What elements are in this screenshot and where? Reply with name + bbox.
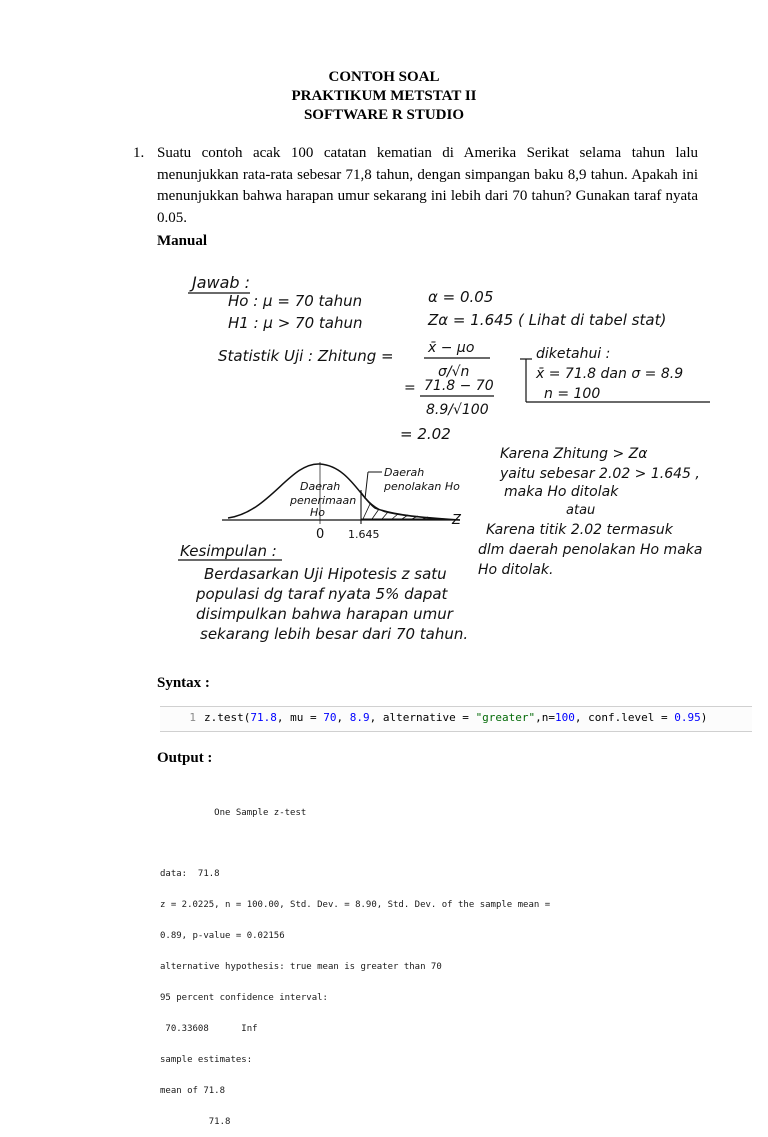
hw-curve-accept-3: Ho xyxy=(310,506,326,519)
hw-axis-zero: 0 xyxy=(316,527,325,542)
console-output xyxy=(160,787,550,1137)
hw-atau: atau xyxy=(566,503,596,518)
output-line: 71.8 xyxy=(160,1116,231,1127)
hw-karena-6: Ho ditolak. xyxy=(478,562,554,578)
hw-conclusion-3: disimpulkan bahwa harapan umur xyxy=(196,605,453,623)
hw-h0: Ho : μ = 70 tahun xyxy=(228,292,363,310)
hw-formula-den: σ/√n xyxy=(438,364,470,380)
handwritten-solution xyxy=(170,262,730,647)
hw-kesimpulan: Kesimpulan : xyxy=(180,542,277,560)
hw-karena-2: yaitu sebesar 2.02 > 1.645 , xyxy=(500,466,700,482)
hw-alpha: α = 0.05 xyxy=(428,288,494,306)
output-line: One Sample z-test xyxy=(160,807,307,818)
hw-step1-num: 71.8 − 70 xyxy=(424,378,494,394)
hw-diketahui: diketahui : xyxy=(536,346,611,362)
hw-karena-3: maka Ho ditolak xyxy=(504,484,619,500)
manual-heading: Manual xyxy=(157,233,208,249)
hw-curve-reject-1: Daerah xyxy=(384,466,425,479)
code-editor-strip xyxy=(160,706,752,732)
hw-stat-label: Statistik Uji : Zhitung = xyxy=(218,347,394,365)
normal-curve-sketch xyxy=(222,462,462,542)
output-line: sample estimates: xyxy=(160,1054,253,1065)
output-heading: Output : xyxy=(157,750,213,766)
hw-karena-5: dlm daerah penolakan Ho maka xyxy=(478,542,703,558)
syntax-heading: Syntax : xyxy=(157,675,210,691)
document-title-line-3: SOFTWARE R STUDIO xyxy=(303,107,465,123)
output-line: 70.33608 Inf xyxy=(160,1023,258,1034)
hw-conclusion-2: populasi dg taraf nyata 5% dapat xyxy=(196,585,448,603)
hw-karena-4: Karena titik 2.02 termasuk xyxy=(486,522,673,538)
output-line xyxy=(160,838,550,848)
code-line-number: 1 xyxy=(189,711,196,724)
document-title-line-2: PRAKTIKUM METSTAT II xyxy=(291,88,477,104)
hw-conclusion-4: sekarang lebih besar dari 70 tahun. xyxy=(200,625,469,643)
hw-h1: H1 : μ > 70 tahun xyxy=(228,314,363,332)
hw-formula-num: x̄ − μo xyxy=(428,340,475,356)
hw-karena-1: Karena Zhitung > Zα xyxy=(500,446,648,462)
hw-axis-z: Z xyxy=(452,513,461,528)
hw-curve-accept-2: penerimaan xyxy=(290,494,357,507)
hw-curve-reject-2: penolakan Ho xyxy=(384,480,460,493)
hw-step1-den: 8.9/√100 xyxy=(426,402,489,418)
code-line-1: 1 z.test(71.8, mu = 70, 8.9, alternative = "greater",n=100, conf.level = 0.95) xyxy=(160,711,707,724)
output-line: 95 percent confidence interval: xyxy=(160,992,328,1003)
hw-step2: = 2.02 xyxy=(400,425,451,443)
hw-jawab: Jawab : xyxy=(192,273,251,292)
svg-text:=: = xyxy=(404,380,416,396)
hw-known-1: x̄ = 71.8 dan σ = 8.9 xyxy=(536,366,684,382)
question-item xyxy=(133,143,698,229)
output-line: data: 71.8 xyxy=(160,869,220,880)
output-line: z = 2.0225, n = 100.00, Std. Dev. = 8.90, Std. Dev. of the sample mean = xyxy=(160,900,551,911)
hw-axis-crit: 1.645 xyxy=(348,528,380,541)
hw-zalpha: Zα = 1.645 ( Lihat di tabel stat) xyxy=(428,311,667,329)
output-line: mean of 71.8 xyxy=(160,1085,226,1096)
output-line: 0.89, p-value = 0.02156 xyxy=(160,931,285,942)
hw-known-2: n = 100 xyxy=(544,386,601,402)
hw-conclusion-1: Berdasarkan Uji Hipotesis z satu xyxy=(204,565,447,583)
question-text: Suatu contoh acak 100 catatan kematian di Amerika Serikat selama tahun lalu menunjukkan rata-rata sebesar 71,8 tahun, dengan simpangan baku 8,9 tahun. Apakah ini menunjukkan bahwa harapan umur sekarang ini lebih dari 70 tahun? Gunakan taraf nyata 0.05. xyxy=(157,145,698,226)
question-number: 1. xyxy=(133,145,145,161)
document-title-line-1: CONTOH SOAL xyxy=(328,69,440,85)
output-line: alternative hypothesis: true mean is greater than 70 xyxy=(160,962,442,973)
hw-curve-accept-1: Daerah xyxy=(300,480,341,493)
